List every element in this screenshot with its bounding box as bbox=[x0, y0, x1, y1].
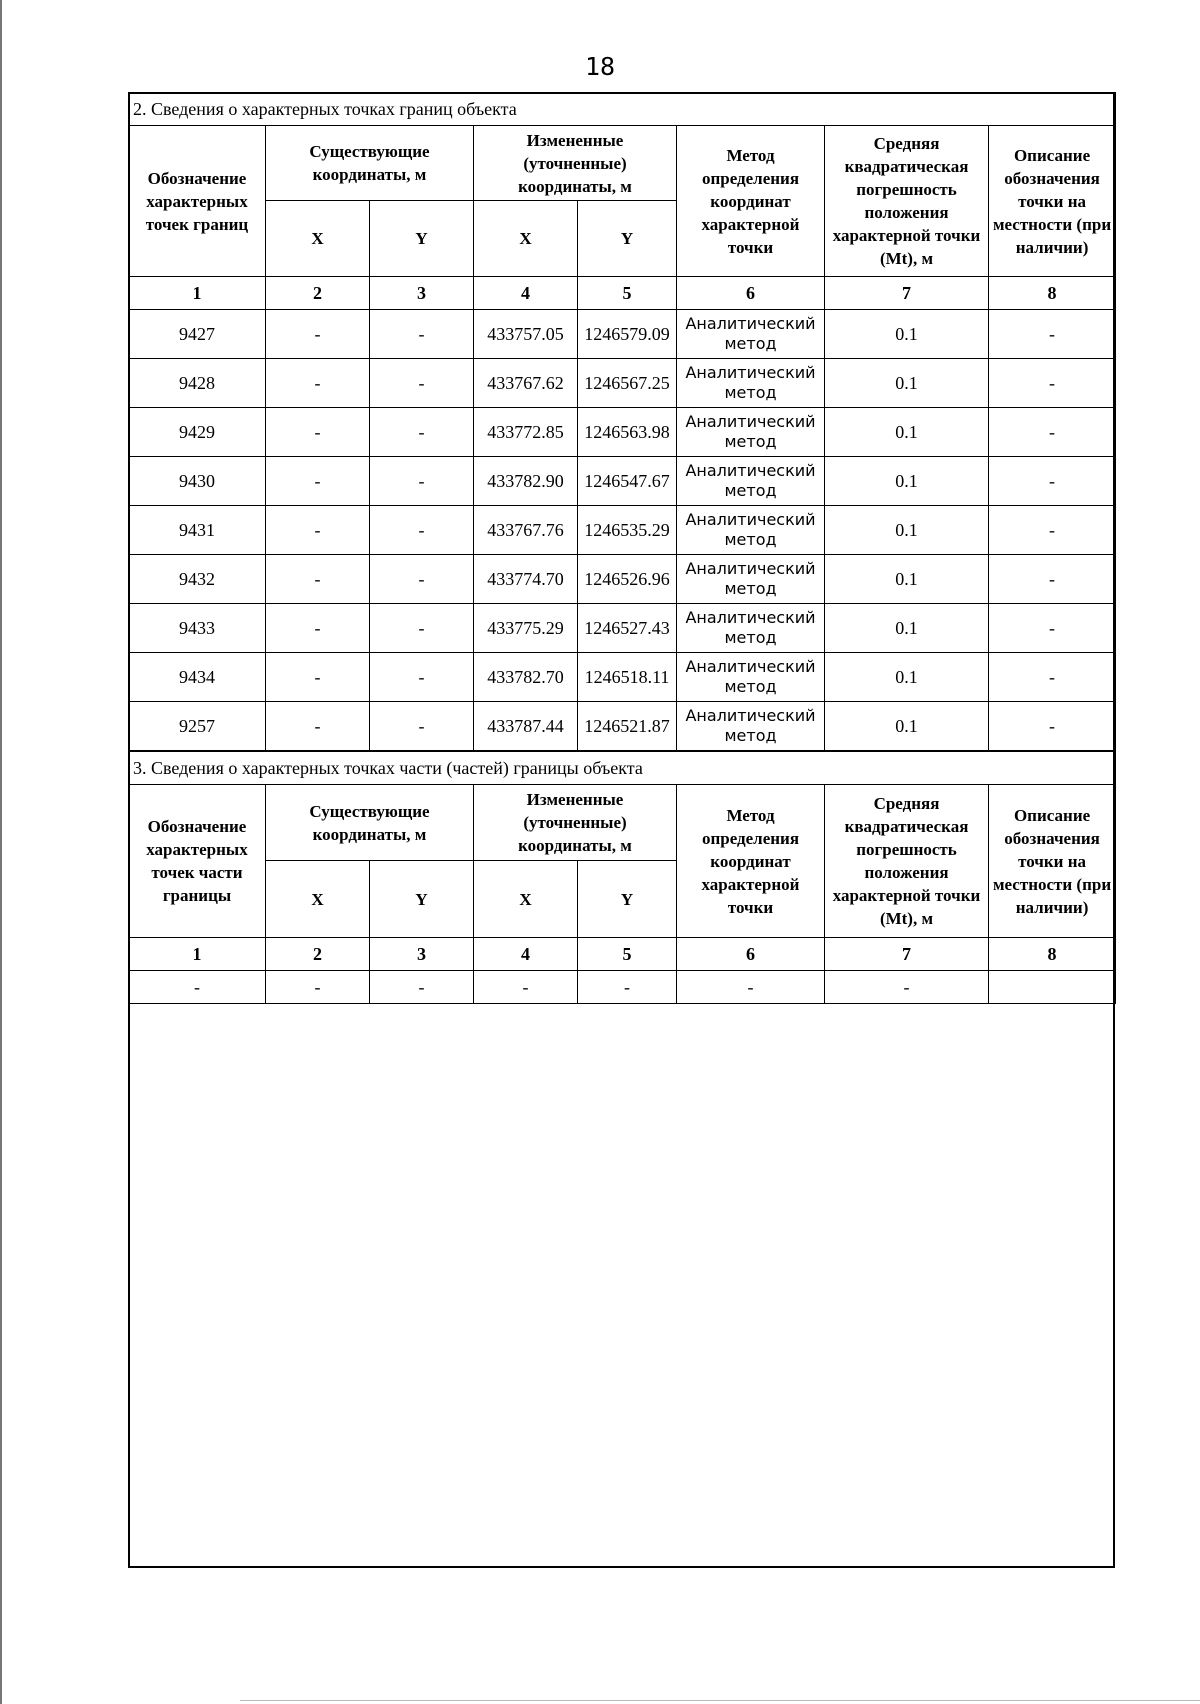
cell-point-id: 9427 bbox=[129, 310, 266, 359]
cell-mean-error: 0.1 bbox=[825, 310, 989, 359]
column-number: 8 bbox=[989, 938, 1116, 971]
cell-existing-x: - bbox=[266, 359, 370, 408]
cell-changed-x: 433775.29 bbox=[474, 604, 578, 653]
cell-mean-error: 0.1 bbox=[825, 555, 989, 604]
column-number: 5 bbox=[578, 938, 677, 971]
column-number: 7 bbox=[825, 277, 989, 310]
cell-existing-y: - bbox=[370, 457, 474, 506]
cell-changed-y: 1246547.67 bbox=[578, 457, 677, 506]
cell-existing-y: - bbox=[370, 702, 474, 751]
cell-existing-y: - bbox=[370, 653, 474, 702]
table-row bbox=[129, 408, 1116, 457]
cell-description: - bbox=[989, 310, 1116, 359]
table-row bbox=[129, 653, 1116, 702]
cell-point-id: 9431 bbox=[129, 506, 266, 555]
cell-method: Аналитический метод bbox=[677, 604, 825, 653]
cell-mean-error: 0.1 bbox=[825, 408, 989, 457]
cell-mean-error: 0.1 bbox=[825, 702, 989, 751]
header-error: Средняя квадратическая погрешность положения характерной точки (Mt), м bbox=[825, 126, 989, 277]
cell-point-id: 9257 bbox=[129, 702, 266, 751]
column-number: 1 bbox=[129, 938, 266, 971]
header-method: Метод определения координат характерной точки bbox=[677, 785, 825, 938]
cell-description: - bbox=[989, 604, 1116, 653]
table-cell: - bbox=[129, 971, 266, 1004]
cell-description: - bbox=[989, 359, 1116, 408]
cell-changed-y: 1246518.11 bbox=[578, 653, 677, 702]
header-designation: Обозначение характерных точек границ bbox=[129, 126, 266, 277]
scan-bottom-edge bbox=[240, 1700, 1200, 1701]
cell-mean-error: 0.1 bbox=[825, 653, 989, 702]
column-number: 6 bbox=[677, 938, 825, 971]
scan-left-edge bbox=[0, 0, 2, 1704]
section2-title: 2. Сведения о характерных точках границ объекта bbox=[129, 93, 1116, 126]
cell-existing-y: - bbox=[370, 506, 474, 555]
header-existing-x: X bbox=[266, 201, 370, 277]
cell-existing-y: - bbox=[370, 604, 474, 653]
cell-existing-y: - bbox=[370, 555, 474, 604]
table-row bbox=[129, 702, 1116, 751]
header-existing-y: Y bbox=[370, 861, 474, 938]
header-existing-x: X bbox=[266, 861, 370, 938]
cell-point-id: 9433 bbox=[129, 604, 266, 653]
cell-changed-x: 433782.90 bbox=[474, 457, 578, 506]
table-cell: - bbox=[474, 971, 578, 1004]
cell-mean-error: 0.1 bbox=[825, 506, 989, 555]
cell-point-id: 9434 bbox=[129, 653, 266, 702]
header-existing-coordinates: Существующие координаты, м bbox=[266, 126, 474, 201]
cell-existing-x: - bbox=[266, 506, 370, 555]
page-number: 18 bbox=[584, 52, 616, 81]
header-changed-x: X bbox=[474, 861, 578, 938]
column-number-row bbox=[129, 277, 1116, 310]
cell-changed-y: 1246521.87 bbox=[578, 702, 677, 751]
cell-changed-x: 433757.05 bbox=[474, 310, 578, 359]
cell-mean-error: 0.1 bbox=[825, 457, 989, 506]
cell-point-id: 9429 bbox=[129, 408, 266, 457]
cell-point-id: 9430 bbox=[129, 457, 266, 506]
cell-method: Аналитический метод bbox=[677, 506, 825, 555]
column-number: 7 bbox=[825, 938, 989, 971]
header-description: Описание обозначения точки на местности (при наличии) bbox=[989, 785, 1116, 938]
cell-existing-x: - bbox=[266, 457, 370, 506]
column-number: 4 bbox=[474, 938, 578, 971]
cell-changed-x: 433782.70 bbox=[474, 653, 578, 702]
cell-changed-y: 1246527.43 bbox=[578, 604, 677, 653]
cell-method: Аналитический метод bbox=[677, 359, 825, 408]
cell-existing-x: - bbox=[266, 653, 370, 702]
table-cell: - bbox=[370, 971, 474, 1004]
cell-description: - bbox=[989, 408, 1116, 457]
cell-method: Аналитический метод bbox=[677, 457, 825, 506]
table-cell: - bbox=[677, 971, 825, 1004]
cell-existing-x: - bbox=[266, 702, 370, 751]
header-changed-y: Y bbox=[578, 201, 677, 277]
cell-existing-y: - bbox=[370, 310, 474, 359]
header-description: Описание обозначения точки на местности (при наличии) bbox=[989, 126, 1116, 277]
section2-table bbox=[128, 92, 1116, 751]
header-existing-coordinates: Существующие координаты, м bbox=[266, 785, 474, 861]
column-number: 4 bbox=[474, 277, 578, 310]
cell-changed-y: 1246535.29 bbox=[578, 506, 677, 555]
header-changed-y: Y bbox=[578, 861, 677, 938]
column-number: 1 bbox=[129, 277, 266, 310]
table-cell: - bbox=[266, 971, 370, 1004]
section3-table bbox=[128, 751, 1116, 1004]
cell-method: Аналитический метод bbox=[677, 310, 825, 359]
table-cell: - bbox=[578, 971, 677, 1004]
cell-existing-x: - bbox=[266, 604, 370, 653]
cell-existing-x: - bbox=[266, 408, 370, 457]
cell-description: - bbox=[989, 702, 1116, 751]
cell-description: - bbox=[989, 653, 1116, 702]
column-number: 3 bbox=[370, 938, 474, 971]
cell-description: - bbox=[989, 457, 1116, 506]
column-number: 8 bbox=[989, 277, 1116, 310]
cell-point-id: 9428 bbox=[129, 359, 266, 408]
table-row bbox=[129, 359, 1116, 408]
cell-method: Аналитический метод bbox=[677, 653, 825, 702]
table-row bbox=[129, 971, 1116, 1004]
cell-method: Аналитический метод bbox=[677, 702, 825, 751]
cell-mean-error: 0.1 bbox=[825, 604, 989, 653]
header-changed-x: X bbox=[474, 201, 578, 277]
cell-existing-x: - bbox=[266, 310, 370, 359]
table-row bbox=[129, 555, 1116, 604]
header-changed-coordinates: Измененные (уточненные) координаты, м bbox=[474, 126, 677, 201]
column-number: 2 bbox=[266, 938, 370, 971]
header-designation: Обозначение характерных точек части границы bbox=[129, 785, 266, 938]
table-row bbox=[129, 604, 1116, 653]
cell-mean-error: 0.1 bbox=[825, 359, 989, 408]
cell-changed-x: 433767.62 bbox=[474, 359, 578, 408]
header-method: Метод определения координат характерной точки bbox=[677, 126, 825, 277]
cell-method: Аналитический метод bbox=[677, 555, 825, 604]
section3-title: 3. Сведения о характерных точках части (частей) границы объекта bbox=[129, 752, 1116, 785]
cell-description: - bbox=[989, 506, 1116, 555]
cell-description: - bbox=[989, 555, 1116, 604]
cell-existing-y: - bbox=[370, 359, 474, 408]
header-changed-coordinates: Измененные (уточненные) координаты, м bbox=[474, 785, 677, 861]
cell-changed-y: 1246526.96 bbox=[578, 555, 677, 604]
cell-changed-x: 433774.70 bbox=[474, 555, 578, 604]
table-row bbox=[129, 310, 1116, 359]
table-cell bbox=[989, 971, 1116, 1004]
cell-existing-y: - bbox=[370, 408, 474, 457]
header-error: Средняя квадратическая погрешность положения характерной точки (Mt), м bbox=[825, 785, 989, 938]
cell-changed-y: 1246579.09 bbox=[578, 310, 677, 359]
cell-changed-x: 433767.76 bbox=[474, 506, 578, 555]
column-number: 6 bbox=[677, 277, 825, 310]
cell-method: Аналитический метод bbox=[677, 408, 825, 457]
cell-point-id: 9432 bbox=[129, 555, 266, 604]
cell-changed-y: 1246563.98 bbox=[578, 408, 677, 457]
table-row bbox=[129, 457, 1116, 506]
cell-changed-x: 433787.44 bbox=[474, 702, 578, 751]
column-number-row bbox=[129, 938, 1116, 971]
column-number: 5 bbox=[578, 277, 677, 310]
column-number: 2 bbox=[266, 277, 370, 310]
cell-changed-y: 1246567.25 bbox=[578, 359, 677, 408]
cell-existing-x: - bbox=[266, 555, 370, 604]
cell-changed-x: 433772.85 bbox=[474, 408, 578, 457]
table-row bbox=[129, 506, 1116, 555]
header-existing-y: Y bbox=[370, 201, 474, 277]
column-number: 3 bbox=[370, 277, 474, 310]
table-cell: - bbox=[825, 971, 989, 1004]
